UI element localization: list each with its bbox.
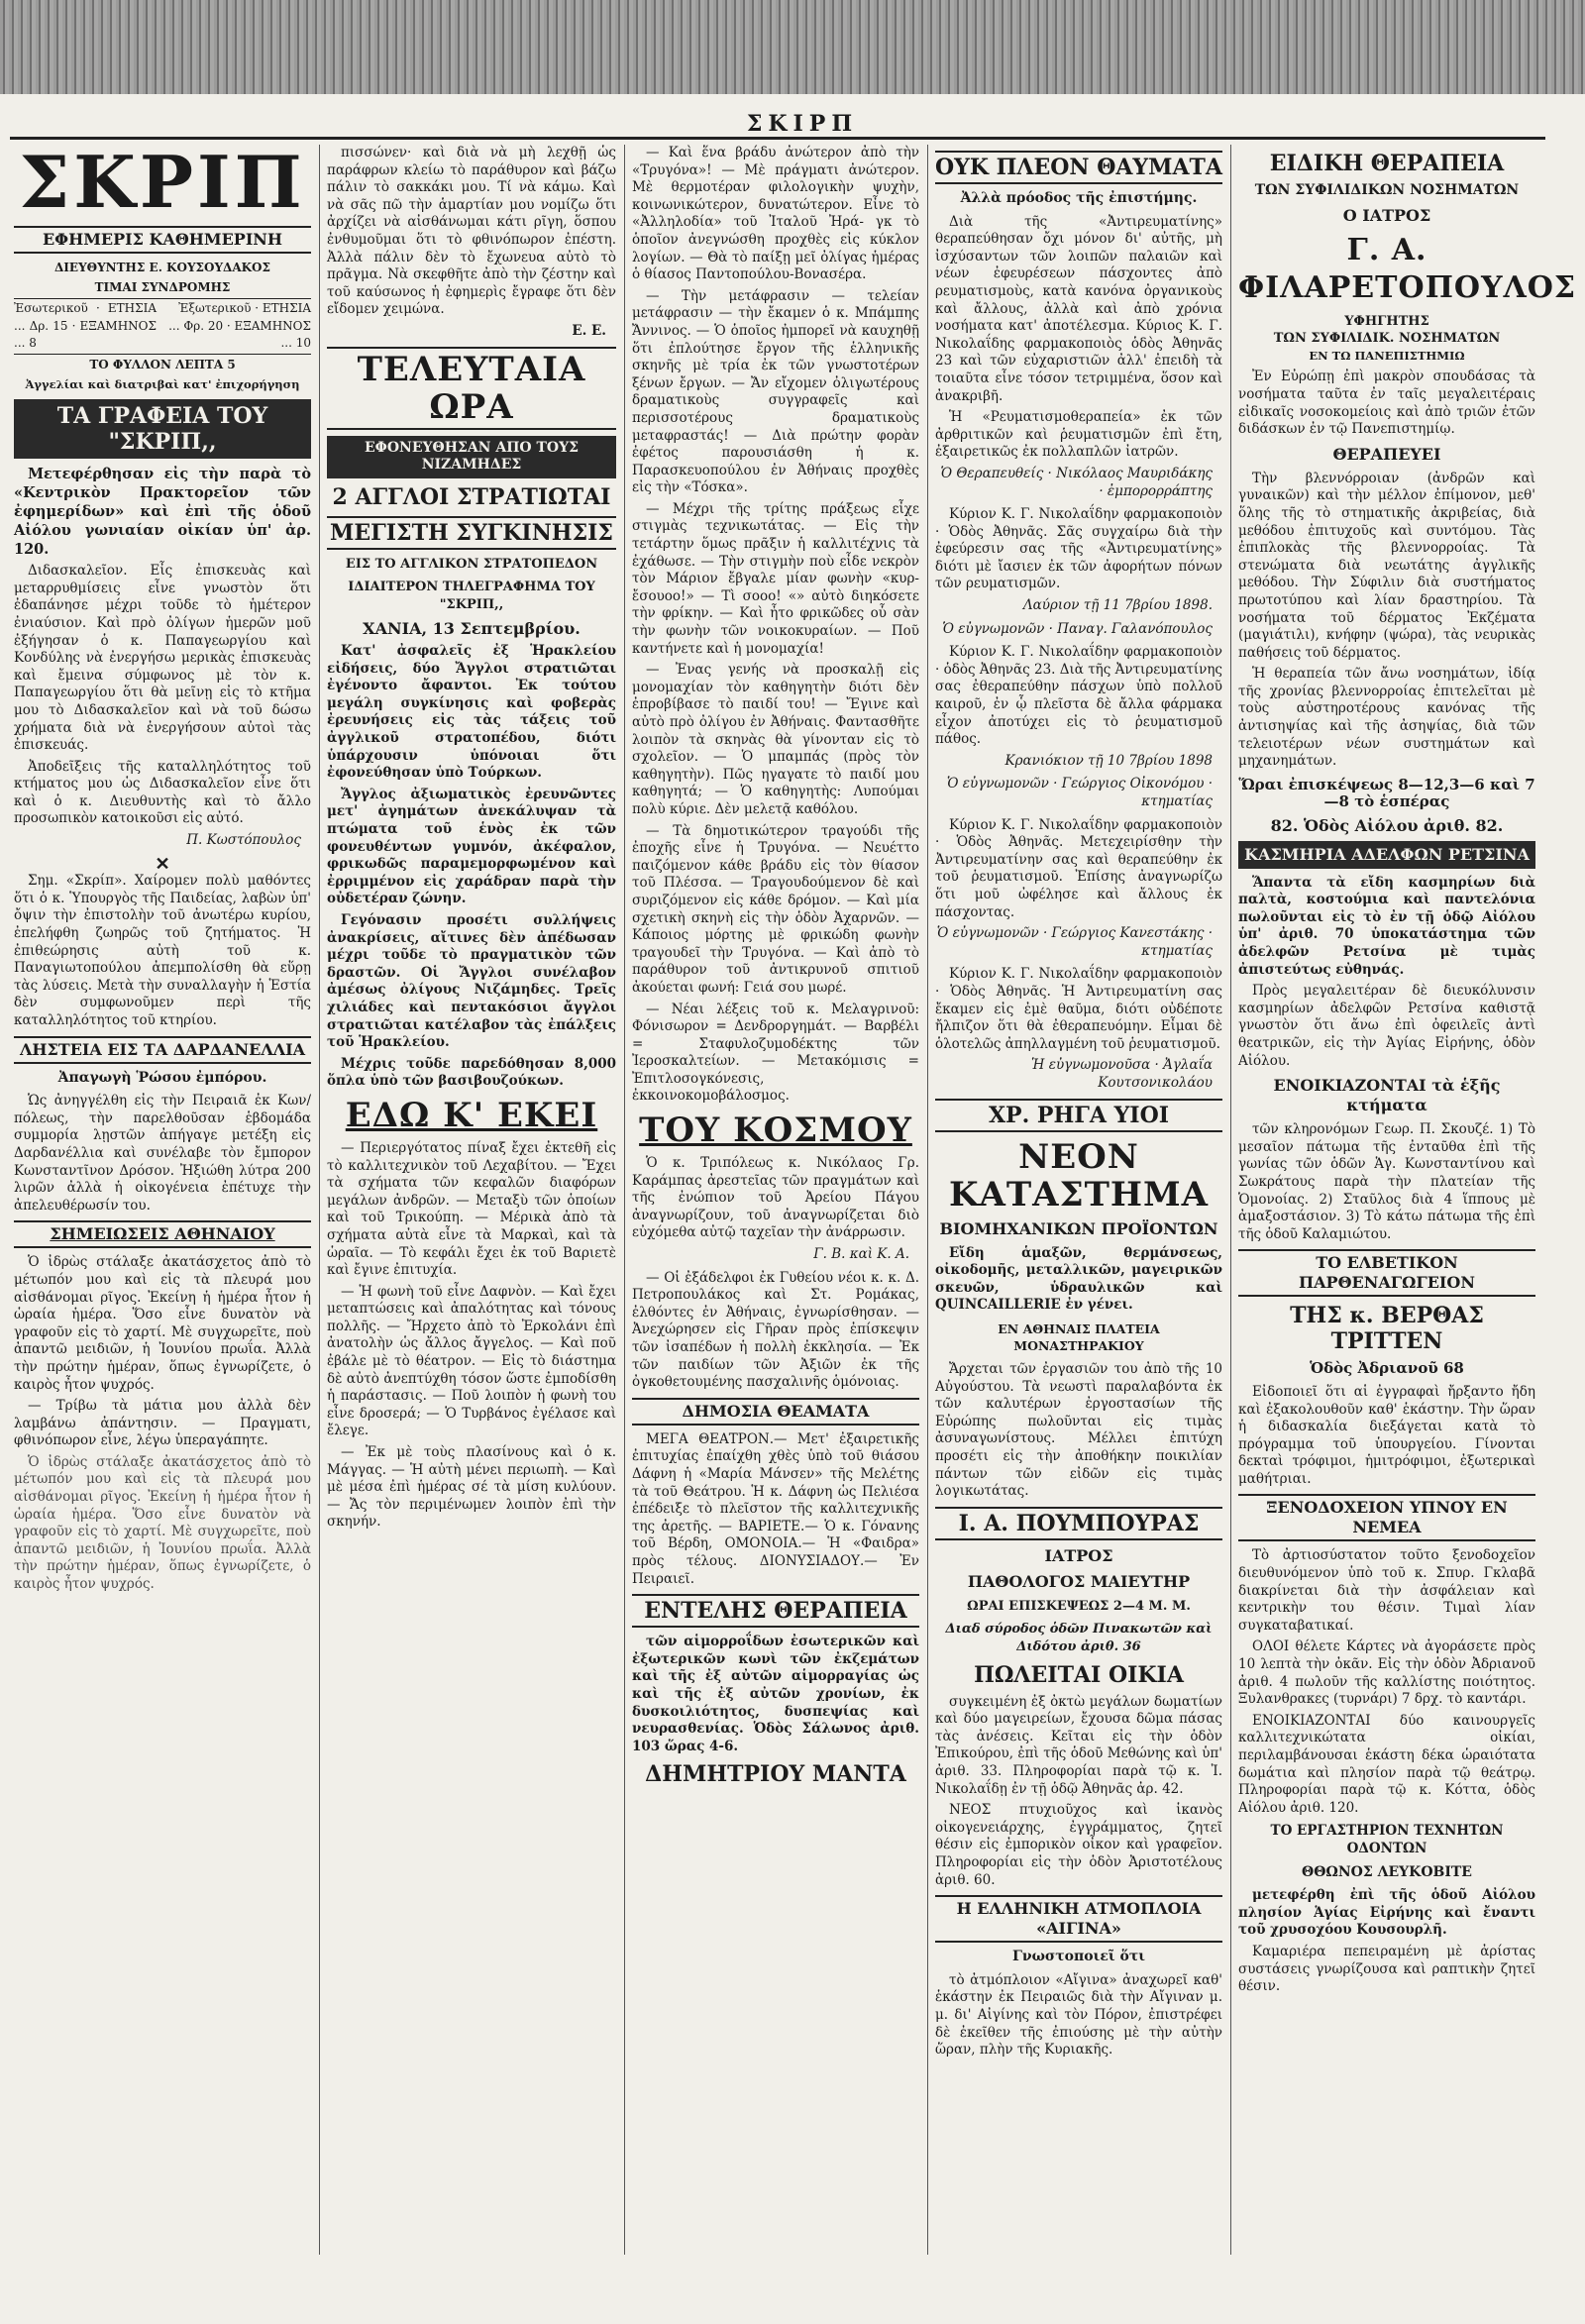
ad-antirevmatini-2: Ἡ «Ρευματισμοθεραπεία» ἐκ τῶν ἀρθριτικῶν καὶ ῥευματισμῶν ἐπὶ ἔτη, ἐξαιρετικῶς ἐκ πολλαπλῶν ἰατρῶν. (935, 409, 1222, 461)
ad-ergastirion: μετεφέρθη ἐπὶ τῆς ὁδοῦ Αἰόλου πλησίον Ἁγίας Εἰρήνης καὶ ἔναντι τοῦ χρυσοχόου Κουσουρλῆ. (1238, 1887, 1535, 1939)
heading-aggloi: 2 ΑΓΓΛΟΙ ΣΤΡΑΤΙΩΤΑΙ (332, 483, 611, 510)
masthead-subtitle: ΕΦΗΜΕΡΙΣ ΚΑΘΗΜΕΡΙΝΗ (14, 226, 311, 254)
heading-filaretopoulos: Γ. Α. ΦΙΛΑΡΕΤΟΠΟΥΛΟΣ (1238, 232, 1577, 305)
signature-kosmou: Γ. Β. καὶ Κ. Α. (813, 1246, 909, 1263)
dateline-chania: ΧΑΝΙΑ, 13 Σεπτεμβρίου. (363, 618, 581, 638)
heading-megisti: ΜΕΓΙΣΤΗ ΣΥΓΚΙΝΗΣΙΣ (327, 516, 616, 550)
signature-manta: ΔΗΜΗΤΡΙΟΥ ΜΑΝΤΑ (645, 1761, 906, 1788)
ad-enoikiazontai: τῶν κληρονόμων Γεωρ. Π. Σκουζέ. 1) Τὸ μεσαῖον πάτωμα τῆς ἐνταῦθα ἐπὶ τῆς γωνίας τῶν ὁδῶν Ἁγ. Κωνσταντίνου καὶ Σωκράτους παρὰ τὴν πλατείαν τῆς Ὁμονοίας. 2) Σταῦλος διὰ 4 ἵππους μὲ ἀμαξοστάσιον. 3) Τὸ κάτω πάτωμα τῆς ἐπὶ τῆς ὁδοῦ Καλαμιώτου. (1238, 1121, 1535, 1242)
column-divider (1230, 145, 1231, 2255)
article-theatre-3: — Μέχρι τῆς τρίτης πράξεως εἶχε στιγμὰς τεχνικωτάτας. — Εἰς τὴν τετάρτην ὅμως πρᾶξιν ἡ καλλιτέχνις τὰ ἐχάθωσε. — Τὴν στιγμὴν ποὺ εἶδε νεκρὸν τὸν Μάριον ἔβγαλε μίαν φωνὴν «κυρ-ἔσουοο!» — Τὶ σοοο! «» αὐτὸ διηκόσετε τὴν φρίκην. — Καὶ ἦτο φρικῶδες οὗ σὰν τὴν φωνὴν τῶν νοικοκυραίων. — Ποῦ καντήνετε καὶ ἡ μονομαχία! (632, 500, 919, 657)
heading-iatros: ΙΑΤΡΟΣ (1044, 1545, 1113, 1565)
column-5 (1238, 145, 1577, 2255)
heading-atmoploia: Η ΕΛΛΗΝΙΚΗ ΑΤΜΟΠΛΟΙΑ «ΑΙΓΙΝΑ» (935, 1895, 1222, 1943)
heading-dimosia-theamata: ΔΗΜΟΣΙΑ ΘΕΑΜΑΤΑ (632, 1398, 919, 1426)
article-chania-3: Γεγόνασιν προσέτι συλλήψεις ἀνακρίσεις, αἴτινες δὲν ἀπέδωσαν μέχρι τοῦδε τὸ πραγματικὸν τῶν δραστῶν. Οἱ Ἄγγλοι συνέλαβον ἀμέσως ὀλίγους Νιζάμηδες. Τρεῖς χιλιάδες καὶ πεντακόσιοι ἄγγλοι στρατιῶται κατέλαβον τὰς ἐπάλξεις τοῦ Ἡρακλείου. (327, 912, 616, 1051)
heading-verthas-tritten: ΤΗΣ κ. ΒΕΡΘΑΣ ΤΡΙΤΤΕΝ (1290, 1303, 1484, 1355)
subheading-proodos: Ἀλλὰ πρόοδος τῆς ἐπιστήμης. (960, 190, 1198, 206)
separator-cross-icon: ✕ (155, 853, 170, 875)
heading-ergastirion: ΤΟ ΕΡΓΑΣΤΗΡΙΟΝ ΤΕΧΝΗΤΩΝ ΟΔΟΝΤΩΝ (1270, 1823, 1504, 1856)
heading-therapeuei: ΘΕΡΑΠΕΥΕΙ (1332, 444, 1441, 464)
subheading-apagogi: Ἀπαγωγὴ Ῥώσου ἐμπόρου. (57, 1069, 267, 1086)
subheading-adrianou: Ὁδὸς Ἀδριανοῦ 68 (1310, 1359, 1464, 1378)
date-kranioki: Κρανιόκιον τῇ 10 7βρίου 1898 (1004, 752, 1213, 769)
article-enteles: τῶν αἱμορροΐδων ἐσωτερικῶν καὶ ἐξωτερικῶν κωνὶ τῶν ἐκζεμάτων καὶ τῆς ἐξ αὐτῶν αἱμορραγίας ὡς καὶ τῆς ἐξ αὐτῶν χρονίων, ἐκ δυσκοιλιότητος, δυσπεψίας καὶ νευρασθενίας. Ὁδὸς Σάλωνος ἀριθ. 103 ὥρας 4-6. (632, 1634, 919, 1754)
heading-efoneuthesan: ΕΦΟΝΕΥΘΗΣΑΝ ΑΠΟ ΤΟΥΣ ΝΙΖΑΜΗΔΕΣ (327, 436, 616, 478)
heading-kasmiria: ΚΑΣΜΗΡΙΑ ΑΔΕΛΦΩΝ ΡΕΤΣΙΝΑ (1238, 841, 1535, 869)
ad-atmoploia: τὸ ἀτμόπλοιον «Αἴγινα» ἀναχωρεῖ καθ' ἑκάστην ἐκ Πειραιῶς διὰ τὴν Αἴγιναν μ. μ. δι' Αἰγίνης καὶ τὸν Πόρον, ἐπιστρέφει δὲ ἐκεῖθεν τῆς ἐπιούσης μὲ τὴν αὐτὴν ὥραν, πλὴν τῆς Κυριακῆς. (935, 1971, 1222, 2059)
column-3 (632, 145, 919, 2255)
subheading-yfigitis: ΥΦΗΓΗΤΗΣ (1344, 313, 1429, 329)
ad-therapeuei-2: Ἡ θεραπεία τῶν ἄνω νοσημάτων, ἰδίᾳ τῆς χρονίας βλεννορροίας ἐπιτελεῖται μὲ τοὺς αὐστηροτέρους κανόνας τῆς ἀντισηψίας καὶ τῆς ἀσηψίας, διὰ τῶν τελειοτέρων νέων συστημάτων καὶ μηχανημάτων. (1238, 666, 1535, 770)
ad-kamariera: Καμαριέρα πεπειραμένη μὲ ἀρίστας συστάσεις γνωρίζουσα καὶ ραπτικὴν ζητεῖ θέσιν. (1238, 1943, 1535, 1995)
masthead: ΣΚΡΙΠ (19, 140, 306, 224)
article-didaskaleion-2: Ἀποδεῖξεις τῆς καταλληλότητος τοῦ κτήματος μου ὡς Διδασκαλεῖον εἶνε ὅτι καὶ ὁ κ. Διευθυντὴς καὶ τὸ ἄλλο προσωπικὸν κατοικοῦσι εἰς αὐτό. (14, 758, 311, 827)
heading-thothos: ΘΘΩΝΟΣ ΛΕΥΚΟΒΙΤΕ (1302, 1863, 1472, 1880)
column-divider (927, 145, 928, 2255)
ad-neon-katastima: Εἴδη ἁμαξῶν, θερμάνσεως, οἰκοδομῆς, μεταλλικῶν, μαγειρικῶν σκευῶν, ὑδραυλικῶν καὶ QUINCAILLERIE ἐν γένει. (935, 1244, 1222, 1314)
heading-enteles-therapeia: ΕΝΤΕΛΗΣ ΘΕΡΑΠΕΙΑ (632, 1594, 919, 1628)
heading-poleitai-oikia: ΠΩΛΕΙΤΑΙ ΟΙΚΙΑ (974, 1661, 1184, 1688)
subheading-gnostopoiei: Γνωστοποιεῖ ὅτι (1011, 1949, 1146, 1965)
article-edo-3: — Ἐκ μὲ τοὺς πλασίνους καὶ ὁ κ. Μάγγας. — Ἡ αὐτὴ μένει περιωπὴ. — Καὶ μὲ μέσα ἐπὶ ἡμέρας σέ τὰ μίση κυλύουν. — Ἄς τὸν περιμένωμεν λοιπὸν ἐπὶ τὴν σκηνήν. (327, 1444, 616, 1531)
director-line: ΔΙΕΥΘΥΝΤΗΣ Ε. ΚΟΥΣΟΥΔΑΚΟΣ (54, 261, 270, 274)
article-theatre-6: — Νέαι λέξεις τοῦ κ. Μελαγρινοῦ: Φόνισωρον = Δενδροργημάτ. — Βαρβέλι = Σταφυλοζυμοδέκτης τῶν Ἰεροσκαλτείων. — Μετακόμισις = Ἐπιτλοσογκόνεσις, ἐκκοινοκομοβάλοσμος. (632, 1001, 919, 1105)
article-chania: Κατ' ἀσφαλεῖς ἐξ Ἡρακλείου εἰδήσεις, δύο Ἄγγλοι στρατιῶται ἐγένοντο ἄφαντοι. Ἐκ τούτου μεγάλη συγκίνησις καὶ φοβερὰς ἐρευνήσεις εἰς τὰς τάξεις τοῦ ἀγγλικοῦ στρατοπέδου, διότι ὑπάρχουσιν ὑπόνοιαι ὅτι ἐφονεύθησαν ὑπὸ Τούρκων. (327, 643, 616, 782)
offices-notice: Μετεφέρθησαν εἰς τὴν παρὰ τὸ «Κεντρικὸν Πρακτορεῖον τῶν ἐφημερίδων» καὶ ἐπὶ τῆς ὁδοῦ Αἰόλου γωνιαίαν οἰκίαν ὑπ' ἀρ. 120. (14, 466, 311, 559)
heading-teleutaia-ora: ΤΕΛΕΥΤΑΙΑ ΩΡΑ (327, 347, 616, 430)
article-theatre-2: — Τὴν μετάφρασιν — τελείαν μετάφρασιν — τὴν ἔκαμεν ὁ κ. Μπάμπης Ἄννινος. — Ὁ ὁποῖος ἠμπορεῖ νὰ καυχηθῇ ὅτι ἐπλούτησε ἔργον τῆς ἑλληνικῆς σκηνῆς μὲ τρία ἐκ τῶν γνωστοτέρων ξένων ἔργων. — Ἄν εἴχομεν ὀλιγωτέρους δραματικοὺς συγγραφεῖς καὶ περισσοτέρους δραματικοὺς μεταφραστάς! — Διὰ πρώτην φορὰν ἐφέτος παρουσιάσθη ἡ κ. Παρασκευοπούλου ἐν Ἀθήναις προχθὲς εἰς τὴν «Τόσκα». (632, 287, 919, 496)
heading-neon-katastima: ΝΕΟΝ ΚΑΤΑΣΤΗΜΑ (948, 1136, 1210, 1215)
ad-antirevmatini: Διὰ τῆς «Ἀντιρευματίνης» θεραπεύθησαν ὄχι μόνον δι' αὐτῆς, μὴ ἰσχύσαντων τῶν λοιπῶν παλαιῶν καὶ νέων ἐφευρέσεων πάσχοντες ἀπὸ ρευματισμοὺς, κατὰ κανόνα ὀργανικοὺς καὶ ἄλλους, ἀλλὰ καὶ ἀπὸ χρόνια νοσήματα κατ' ἀποτέλεσμα. Κύριος Κ. Γ. Νικολαΐδης φαρμακοποιὸς ὁδὸς Ἀθηνᾶς 23 καὶ τῶν εὐχαριστιῶν ἀλλ' ἐπειδὴ τὰ τοιαῦτα εἶνε τόσον τετριμμένα, ὅσον καὶ ἀνακριβῆ. (935, 213, 1222, 404)
signature-mavridakis: Ὁ Θεραπευθείς · Νικόλαος Μαυριδάκης · ἐμπορορράπτης (940, 465, 1213, 499)
signature-galanopoulos: Ὁ εὐγνωμονῶν · Παναγ. Γαλανόπουλος (942, 620, 1213, 637)
heading-telegrafima: ΙΔΙΑΙΤΕΡΟΝ ΤΗΛΕΓΡΑΦΗΜΑ ΤΟΥ "ΣΚΡΙΠ,, (348, 580, 595, 612)
ad-xenodoxeion: Τὸ ἀρτιοσύστατον τοῦτο ξενοδοχεῖον διευθυνόμενον ὑπὸ τοῦ κ. Σπυρ. Γκλαβᾶ διακρίνεται διὰ τὴν ἀσφάλειαν καὶ κεντρικὴν του θέσιν. Τιμαὶ λίαν συγκαταβατικαί. (1238, 1547, 1535, 1634)
ad-filaretopoulos: Ἐν Εὐρώπῃ ἐπὶ μακρὸν σπουδάσας τὰ νοσήματα ταῦτα ἐν ταῖς μεγαλειτέραις εἰδικαῖς νοσοκομείοις καὶ ἀπὸ τριῶν ἐτῶν διδάσκων ἐν τῷ Πανεπιστημίῳ. (1238, 369, 1535, 438)
heading-enoikiazontai: ΕΝΟΙΚΙΑΖΟΝΤΑΙ τὰ ἑξῆς κτήματα (1273, 1076, 1501, 1115)
article-semeioseis: Ὁ ἰδρὼς στάλαξε ἀκατάσχετος ἀπὸ τὸ μέτωπόν μου καὶ εἰς τὰ πλευρά μου αἰσθάνομαι ρῖγος. Ἐκείνη ἡ ἡμέρα ἦτον ἡ ὡραία ἡμέρα. Ὅσο εἶνε δυνατὸν νὰ γραφοῦν εἰς τὸ χαρτί. Μὲ συγχωρεῖτε, ποὺ ἀπαντῶ μειδιῶν, ἡ Ἰουνίου πρωΐα. Ἀλλὰ τὴν πρώτην ἡμέραν, ὅπως ἐγνωρίζετε, ὁ καιρὸς ἦτον ψυχρός. (14, 1254, 311, 1393)
heading-o-iatros: Ο ΙΑΤΡΟΣ (1342, 205, 1431, 225)
visiting-hours: ΩΡΑΙ ΕΠΙΣΚΕΨΕΩΣ 2—4 Μ. Μ. (967, 1598, 1191, 1614)
ad-poleitai-oikia: συγκειμένη ἐξ ὀκτὼ μεγάλων δωματίων καὶ δύο μαγειρείων, ἔχουσα δῶμα πάσας τὰς ἀνέσεις. Κεῖται εἰς τὴν ὁδὸν Ἐπικούρου, ἐπὶ τῆς ὁδοῦ Μεθώνης καὶ ὑπ' ἀριθ. 33. Πληροφορίαι παρὰ τῷ κ. Ἰ. Νικολαΐδῃ ἐν τῇ ὁδῷ Ἀθηνᾶς ἀρ. 42. (935, 1693, 1222, 1797)
ad-therapeuei: Τὴν βλεννόρροιαν (ἀνδρῶν καὶ γυναικῶν) καὶ τὴν μέλλον ἐπίμονον, μεθ' ὅλης τῆς τὸ στηματικῆς ἀκριβείας, διὰ μεθόδου ἐπιτυχοῦς καὶ συντόμου. Τὰς ἐπιπλοκὰς τῆς βλεννορροίας. Τὰ στενώματα διὰ νεωτάτης ἀγγλικῆς μεθόδου. Τὴν Σύφιλιν διὰ συστήματος πρωτοτύπου καὶ λίαν δραστηρίου. Τὰ νοσήματα τοῦ δέρματος Ἐκζέματα (μαγιάτιλι), κνήφην (ψώρα), τὰς νευρικὰς παθήσεις τοῦ δέρματος. (1238, 470, 1535, 661)
doctor-address: Διαδ σύροδος ὁδῶν Πινακωτῶν καὶ Διδότου ἀριθ. 36 (945, 1622, 1213, 1654)
heading-stratopedon: ΕΙΣ ΤΟ ΑΓΓΛΙΚΟΝ ΣΤΡΑΤΟΠΕΔΟΝ (345, 556, 598, 572)
article-semeioseis-3: Ὁ ἰδρὼς στάλαξε ἀκατάσχετος ἀπὸ τὸ μέτωπόν μου καὶ εἰς τὰ πλευρά μου αἰσθάνομαι ρῖγος. Ἐκείνη ἡ ἡμέρα ἦτον ἡ ὡραία ἡμέρα. Ὅσο εἶνε δυνατὸν νὰ γραφοῦν εἰς τὸ χαρτί. Μὲ συγχωρεῖτε, ποὺ ἀπαντῶ μειδιῶν, ἡ Ἰουνίου πρωΐα. Ἀλλὰ τὴν πρώτην ἡμέραν, ὅπως ἐγνωρίζετε, ὁ καιρὸς ἦτον ψυχρός. (14, 1453, 311, 1593)
ad-enoikiazontai-2: ΕΝΟΙΚΙΑΖΟΝΤΑΙ δύο καινουργεῖς καλλιτεχνικώτατα οἰκίαι, περιλαμβάνουσαι ἑκάστη δέκα ὡραιότατα δωμάτια καὶ πλησίον παρὰ τῷ θεάτρῳ. Πληροφορίαι παρὰ τῷ κ. Κόττα, ὁδὸς Αἰόλου ἀριθ. 120. (1238, 1712, 1535, 1816)
letter-oikonomou: Κύριον Κ. Γ. Νικολαΐδην φαρμακοποιὸν · ὁδὸς Ἀθηνᾶς 23. Διὰ τῆς Ἀντιρευματίνης σας ἐθεραπεύθην πάσχων ὑπὸ πολλοῦ καιροῦ, ἐν ᾧ πλεῖστα δὲ ἄλλα φάρμακα εἶχον ἀποτύχει εἰς τὸ ῥευματισμοῦ πάθος. (935, 644, 1222, 748)
heading-tou-kosmou: ΤΟΥ ΚΟΣΜΟΥ (639, 1110, 912, 1151)
column-divider (319, 145, 320, 2255)
signature-koutsonikolaou: Ἡ εὐγνωμονοῦσα · Ἀγλαΐα Κουτσονικολάου (1031, 1057, 1213, 1091)
ad-elvetikon: Εἰδοποιεῖ ὅτι αἱ ἐγγραφαὶ ἤρξαντο ἤδη καὶ ἐξακολουθοῦν καθ' ἑκάστην. Τὴν ὥραν ἡ διδασκαλία διεξάγεται κατὰ τὸ πρόγραμμα τοῦ ὑπουργείου. Γίνονται δεκταὶ τρόφιμοι, ἡμιτρόφιμοι, ἐξωτερικαὶ μαθήτριαι. (1238, 1383, 1535, 1487)
article-continued: πισσώνεν· καὶ διὰ νὰ μὴ λεχθῇ ὡς παράφρων κλείω τὸ παράθυρον καὶ βάζω πάλιν τὸ σακκάκι μου. Τί νὰ κάμω. Καὶ νὰ σᾶς πῶ τὴν ἁμαρτίαν μου νομίζω ὅτι ἀρχίζει νὰ αἰσθάνωμαι κάτι ρῖγη, ὅσπου ἐνθυμοῦμαι ὅτι τὸ φθινόπωρον ἐπέστη. Ἀλλὰ πάλιν δὲν τὸ ἔχωνευα αὐτὸ τὸ πρᾶγμα. Νὰ σκεφθῆτε ἀπὸ τὴν ζέστην καὶ τοῦ καύσωνος ἡ ἐφημερὶς ἔγραφε ὅτι δὲν εἴδομεν χειμώνα. (327, 145, 616, 318)
ad-kasmiria: Ἅπαντα τὰ εἴδη κασμηρίων διὰ παλτὰ, κοστούμια καὶ παντελόνια πωλοῦνται εἰς τὸ ἐν τῇ ὁδῷ Αἰόλου ὑπ' ἀριθ. 70 ὑποκατάστημα τῶν ἀδελφῶν Ρετσίνα μὲ τιμὰς ἀπιστεύτως εὐθηνάς. (1238, 874, 1535, 978)
heading-elvetikon: ΤΟ ΕΛΒΕΤΙΚΟΝ ΠΑΡΘΕΝΑΓΩΓΕΙΟΝ (1238, 1249, 1535, 1297)
running-head: ΣΚΙΡΠ (746, 111, 859, 137)
signature-kanestakis: Ὁ εὐγνωμονῶν · Γεώργιος Κανεστάκης · κτηματίας (936, 925, 1213, 959)
signature-oikonomou: Ὁ εὐγνωμονῶν · Γεώργιος Οἰκονόμου · κτηματίας (946, 776, 1213, 809)
heading-viomixanikon: ΒΙΟΜΗΧΑΝΙΚΩΝ ΠΡΟΪΟΝΤΩΝ (939, 1218, 1218, 1238)
heading-listeia: ΛΗΣΤΕΙΑ ΕΙΣ ΤΑ ΔΑΡΔΑΝΕΛΛΙΑ (14, 1036, 311, 1064)
article-semeioseis-2: — Τρίβω τὰ μάτια μου ἀλλὰ δὲν λαμβάνω ἀπάντησιν. — Πραγματι, φθινόπωρον εἶνε, λέγω ὑπεραγάπητε. (14, 1398, 311, 1449)
article-edo-2: — Ἡ φωνὴ τοῦ εἶνε Δαφνὸν. — Καὶ ἔχει μεταπτώσεις καὶ ἀπαλότητας καὶ τόνους πολλῆς. — Ἤρχετο ἀπὸ τὸ Ἐρκολάνι ἐπὶ ἀνατολὴν ὡς ἄλλος ἄγγελος. — Καὶ ποῦ ἐβάλε μὲ τὸ θέατρον. — Εἰς τὸ διάστημα δὲ αὐτὸ ἀνεπτύχθη τόσον ὥστε ἐμποδίσθη ἡ παράστασις. — Ποῦ λοιπὸν ἡ φωνὴ του εἶνε δροσερά; — Ὁ Τυρβάνος ἐγέλασε καὶ ἔλεγε. (327, 1283, 616, 1439)
prices-title: ΤΙΜΑΙ ΣΥΝΔΡΟΜΗΣ (94, 279, 231, 294)
column-4 (935, 145, 1222, 2255)
article-chania-2: Ἄγγλος ἀξιωματικὸς ἐρευνῶντες μετ' ἀγημάτων ἀνεκάλυψαν τὰ πτώματα τοῦ ἑνὸς ἐκ τῶν φονευθέντων γυμνόν, ἀκέφαλον, φρικωδῶς παραμεμορφωμένον καὶ ἐρριμμένον εἰς χαράδραν παρὰ τὴν οὐδετέραν ζώνην. (327, 786, 616, 907)
article-note-skrip: Σημ. «Σκρίπ». Χαίρομεν πολὺ μαθόντες ὅτι ὁ κ. Ὑπουργὸς τῆς Παιδείας, λαβὼν ὑπ' ὄψιν τὴν ἐπιστολὴν τοῦ ἀνωτέρω κυρίου, ἐπελήφθη ζωηρῶς τοῦ ζητήματος. Ἡ ἐπιθεώρησις αὐτὴ τοῦ κ. Παναγιωτοπούλου ἀπεμπολίσθη θὰ εὕρῃ τὰς λύσεις. Μετὰ τὴν συναλλαγὴν ἡ Ἑστία δὲν συμφωνοῦμεν περὶ τῆς καταλληλότητος τοῦ κτηρίου. (14, 873, 311, 1028)
heading-edo-k-ekei: ΕΔΩ Κ' ΕΚΕΙ (345, 1095, 598, 1135)
column-2 (327, 145, 616, 2255)
subheading-panepistimio: ΕΝ ΤΩ ΠΑΝΕΠΙΣΤΗΜΙΩ (1309, 348, 1465, 363)
ad-neon-katastima-2: Ἄρχεται τῶν ἐργασιῶν του ἀπὸ τῆς 10 Αὐγούστου. Τὰ νεωστὶ παραλαβόντα ἐκ τῶν καλυτέρων ἐργοστασίων τῆς Εὐρώπης πωλοῦνται εἰς τιμὰς ἀσυναγωνίστους. Μέλλει ἐπιτύχη προσέτι εἰς τὴν ἀποθήκην ποικιλίαν πάντων τῶν εἰδῶν εἰς τιμὰς λογικωτάτας. (935, 1361, 1222, 1500)
article-kosmou: Ὁ κ. Τριπόλεως κ. Νικόλαος Γρ. Καράμπας ἀρεστεῖας τῶν πραγμάτων καὶ τῆς ἐνώπιον τοῦ Ἀρείου Πάγου ἀναγνωρίζουν, τοῦ ἀναγνωρίζεται διὸ εὐχόμεθα αὐτῷ ταχεῖαν τὴν ἀνάρρωσιν. (632, 1155, 919, 1241)
ad-kasmiria-2: Πρὸς μεγαλειτέραν δὲ διευκόλυνσιν κασμηρίων ἀδελφῶν Ρετσίνα καθιστᾷ γνωστὸν ὅτι ἄνω ἐπὶ ὀφειλεῖς ἀντὶ θεατρικῶν, εἰς τὴν Ἀγίας Εἰρήνης, ὁδὸν Αἰόλου. (1238, 983, 1535, 1069)
article-kosmou-2: — Οἱ ἐξάδελφοι ἐκ Γυθείου νέοι κ. κ. Δ. Πετροπουλάκος καὶ Στ. Ρομάκας, ἐλθόντες ἐν Ἀθήναις, ἐγνωρίσθησαν. — Ἀνεχώρησεν εἰς Γῆραν πρὸς ἐπίσκεψιν τῶν ἰσαπέδων ἡ πολλὴ ἐκκλησία. — Ἐκ τῶν παιδίων τῶν Ἀξιῶν ἐκ τῆς ὀγκοθετουμένης πασχαλινῆς ὁμόνοιας. (632, 1269, 919, 1391)
letter-koutsonikolaou: Κύριον Κ. Γ. Νικολαΐδην φαρμακοποιὸν · Ὁδὸς Ἀθηνᾶς. Ἡ Ἀντιρευματίνη σας ἔκαμεν εἰς ἐμὲ θαῦμα, διότι οὐδέποτε ἤλπιζον ὅτι θὰ ἐθεραπευόμην. Εἶμαι δὲ ὁλοτελῶς ἀπηλλαγμένη τοῦ ῥευματισμοῦ. (935, 966, 1222, 1052)
ad-oloi: ΟΛΟΙ θέλετε Κάρτες νὰ ἀγοράσετε πρὸς 10 λεπτὰ τὴν ὀκᾶν. Εἰς τὴν ὁδὸν Ἀδριανοῦ ἀριθ. 4 πωλοῦν τῆς καλλίστης ποιότητος. Ξυλανθρακες (τυρνάρι) 7 δρχ. τὸ καντάρι. (1238, 1638, 1535, 1708)
heading-poumpouras: Ι. Α. ΠΟΥΜΠΟΥΡΑΣ (935, 1507, 1222, 1540)
heading-eidiki-therapeia: ΕΙΔΙΚΗ ΘΕΡΑΠΕΙΑ (1269, 151, 1505, 176)
date-lavrion: Λαύριον τῇ 11 7βρίου 1898. (1022, 597, 1213, 614)
article-didaskaleion: Διδασκαλεῖον. Εἶς ἐπισκευὰς καὶ μεταρρυθμίσεις εἶνε γνωστὸν ὅτι ἐδαπάνησε μέχρι τοῦδε τὸ ἡμέτερον ἐνιαύσιον. Καὶ πρὸ ὀλίγων ἡμερῶν μοῦ ἐξήγησαν ὁ κ. Παπαγεωργίου καὶ Κονδύλης νὰ ἐνεργήσω μερικὰς ἐπισκευὰς καὶ ἔμεινα σύμφωνος μὲ τὸν κ. Παπαγεωργίου ὅτι θὰ μεῖνῃ εἰς τὸ κτῆμα μου τὸ Διδασκαλεῖον καὶ νὰ τοῦ δώσω χρήματα διὰ νὰ ἐνεργήσουν αὐτοὶ τὰς ἐπισκευάς. (14, 563, 311, 754)
prices-row (14, 298, 311, 355)
heading-xenodoxeion: ΞΕΝΟΔΟΧΕΙΟΝ ΥΠΝΟΥ ΕΝ ΝΕΜΕΑ (1238, 1494, 1535, 1541)
letter-kanestakis: Κύριον Κ. Γ. Νικολαΐδην φαρμακοποιὸν · Ὁδὸς Ἀθηνᾶς. Μετεχειρίσθην τὴν Ἀντιρευματίνην σας καὶ θεραπεύθην ἐκ τοῦ ῥευματισμοῦ. Ἐπίσης ἀναγνωρίζω ὅτι μοῦ ὠφέλησε καὶ ἄλλους ἐκ πάσχοντας. (935, 816, 1222, 920)
signature-ee: Ε. Ε. (572, 322, 606, 339)
heading-riga-yioi: ΧΡ. ΡΗΓΑ ΥΙΟΙ (935, 1099, 1222, 1132)
single-copy-price: ΤΟ ΦΥΛΛΟΝ ΛΕΠΤΑ 5 (89, 357, 236, 371)
signature-kostopoulos: Π. Κωστόπουλος (186, 832, 301, 849)
visiting-hours: Ὥραι ἐπισκέψεως 8—12,3—6 καὶ 7—8 τὸ ἑσπέρας (1238, 775, 1535, 811)
article-chania-4: Μέχρις τοῦδε παρεδόθησαν 8,000 ὅπλα ὑπὸ τῶν βασιβουζούκων. (327, 1055, 616, 1090)
article-listeia: Ὡς ἀνηγγέλθη εἰς τὴν Πειραιᾶ ἐκ Κων/πόλεως, τὴν παρελθοῦσαν ἑβδομάδα συμμορία λῃστῶν ἀπήγαγε μετέξη εἰς Δαρδανέλλια καὶ συνέλαβε τὸν ἔμπορον Κωνσταντῖνον Δρόσον. Ἠξιώθη λύτρα 200 λιρῶν ἀλλὰ ἡ οἰκογένεια ἐπέτυχε τὴν ἀπελευθέρωσίν του. (14, 1093, 311, 1214)
heading-ouk-pleon: ΟΥΚ ΠΛΕΟΝ ΘΑΥΜΑΤΑ (935, 151, 1222, 184)
column-1 (14, 140, 311, 2255)
heading-pathologos: ΠΑΘΟΛΟΓΟΣ ΜΑΙΕΥΤΗΡ (967, 1571, 1191, 1591)
column-divider (624, 145, 625, 2255)
prices-domestic: Ἐσωτερικοῦ · ΕΤΗΣΙΑ ... Δρ. 15 · ΕΞΑΜΗΝΟΣ ... 8 (14, 301, 157, 351)
heading-semeioseis: ΣΗΜΕΙΩΣΕΙΣ ΑΘΗΝΑΙΟΥ (14, 1220, 311, 1248)
letter-galanopoulos: Κύριον Κ. Γ. Νικολαΐδην φαρμακοποιὸν · Ὁδὸς Ἀθηνᾶς. Σᾶς συγχαίρω διὰ τὴν ἐφεύρεσιν σας τῆς «Ἀντιρευματίνης» διότι μὲ ἴασιεν ἐκ τῶν ἀφορήτων πόνων τῶν ρευματισμῶν. (935, 506, 1222, 592)
article-dimosia: ΜΕΓΑ ΘΕΑΤΡΟΝ.— Μετ' ἐξαιρετικῆς ἐπιτυχίας ἐπαίχθη χθὲς ὑπὸ τοῦ θιάσου Δάφνη ἡ «Μαρία Μάνσεν» τῆς Μελέτης τὰ τοῦ Θεάτρου. Ἡ κ. Δάφνη ὡς Πελιέσα ἐπέδειξε τὸ πλεῖστον τῆς καλλιτεχνικῆς της ἀρετῆς. — ΒΑΡΙΕΤΕ.— Ὁ κ. Γόνανης τοῦ Βέρδη, ΟΜΟΝΟΙΑ.— Ἡ «Φαιδρα» πρὸς τέλους. ΔΙΟΝΥΣΙΑΔΟΥ.— Ἐν Πειραιεῖ. (632, 1430, 919, 1587)
offices-heading: ΤΑ ΓΡΑΦΕΙΑ ΤΟΥ "ΣΚΡΙΠ,, (14, 399, 311, 459)
ad-neos: ΝΕΟΣ πτυχιοῦχος καὶ ἱκανὸς οἰκογενειάρχης, ἐγγράμματος, ζητεῖ θέσιν εἰς ἐμπορικὸν οἶκον καὶ γραφεῖον. Πληροφορίαι εἰς τὴν ὁδὸν Ἀριστοτέλους ἀριθ. 60. (935, 1802, 1222, 1888)
prices-foreign: Ἐξωτερικοῦ · ΕΤΗΣΙΑ ... Φρ. 20 · ΕΞΑΜΗΝΟΣ ... 10 (168, 301, 311, 351)
subheading-syfilid: ΤΩΝ ΣΥΦΙΛΙΔΙΚ. ΝΟΣΗΜΑΤΩΝ (1273, 331, 1501, 347)
article-theatre: — Καὶ ἕνα βράδυ ἀνώτερον ἀπὸ τὴν «Τρυγόνα»! — Μὲ πράγματι ἀνώτερον. Μὲ θερμοτέραν φιλολογικὴν ψυχὴν, κοινωνικώτερον, δυνατώτερον. Εἶνε τὸ «Ἀλληλοδία» τοῦ Ἰταλοῦ Ἠρά- γκ τὸ ὁποῖον ἀνεγνώσθη προχθὲς εἰς κύκλον λογίων. — Θὰ τὸ παίξῃ μεῖ ὀλίγας ἡμέρας ὁ θίασος Παντοπούλου-Βονασέρα. (632, 145, 919, 283)
clinic-address: 82. Ὁδὸς Αἰόλου ἀριθ. 82. (1270, 816, 1504, 836)
scan-border (0, 0, 1585, 94)
article-edo: — Περιεργότατος πίναξ ἔχει ἐκτεθῆ εἰς τὸ καλλιτεχνικὸν τοῦ Λεχαβίτου. — Ἔχει τὰ σχήματα τῶν κεφαλῶν διαφόρων μεγάλων ἀνδρῶν. — Μεταξὺ τῶν ὁποίων καὶ τοῦ Τρικούπη. — Μέρικὰ ἀπὸ τὰ σχήματα αὐτὰ εἶνε τὰ Μαρκαὶ, καὶ τὰ ὡραῖα. — Τὸ κεφάλι ἔχει ἐκ τοῦ Βαριετὲ καὶ ἔγινε ἐπιτυχία. (327, 1139, 616, 1279)
subheading-monastiraki: ΕΝ ΑΘΗΝΑΙΣ ΠΛΑΤΕΙΑ ΜΟΝΑΣΤΗΡΑΚΙΟΥ (998, 1320, 1160, 1354)
heading-syfilidikon: ΤΩΝ ΣΥΦΙΛΙΔΙΚΩΝ ΝΟΣΗΜΑΤΩΝ (1254, 182, 1520, 198)
ads-note: Ἀγγελίαι καὶ διατριβαὶ κατ' ἐπιχορήγηση (25, 376, 300, 391)
article-theatre-5: — Τὰ δημοτικώτερον τραγούδι τῆς ἐποχῆς εἶνε ἡ Τρυγόνα. — Νευέττο παιζόμενον κάθε βράδυ εἰς τὸν θίασον τοῦ Πλέσσα. — Τραγουδούμενον δὲ καὶ συριζόμενον εἰς κάθε δρόμον. — Καὶ μία σχετικὴ σκηνὴ εἰς τὴν ὁδὸν Ἀχαρνῶν. — Κάποιος μόρτης μὲ φρικώδη φωνὴν τραγουδεῖ τὴν Τρυγόνα. — Καὶ ἀπὸ τὸ παράθυρον τοῦ ἀντικρυνοῦ σπιτιοῦ ἀκούεται φωνή: Γειά σου μωρέ. (632, 822, 919, 996)
article-theatre-4: — Ἐνας γενής νὰ προσκαλῇ εἰς μονομαχίαν τὸν καθηγητὴν διότι δὲν ἐπροβίβασε τὸ παιδί του! — Ἔγινε καὶ αὐτὸ πρὸ ὀλίγου ἐν Ἀθήναις. Φαντασθῆτε λοιπὸν τὰ σκηνὰς θὰ γίνονταν εἰς τὸ σχολεῖον. — Ὁ μπαμπάς (πρὸς τὸν καθηγητὴν). Πῶς ηγαγατε τὸ παιδί μου καθηγητά; — Ὁ καθηγητὴς: Λυπούμαι πολὺ κύριε. Δὲν μελετᾷ καθόλου. (632, 662, 919, 817)
